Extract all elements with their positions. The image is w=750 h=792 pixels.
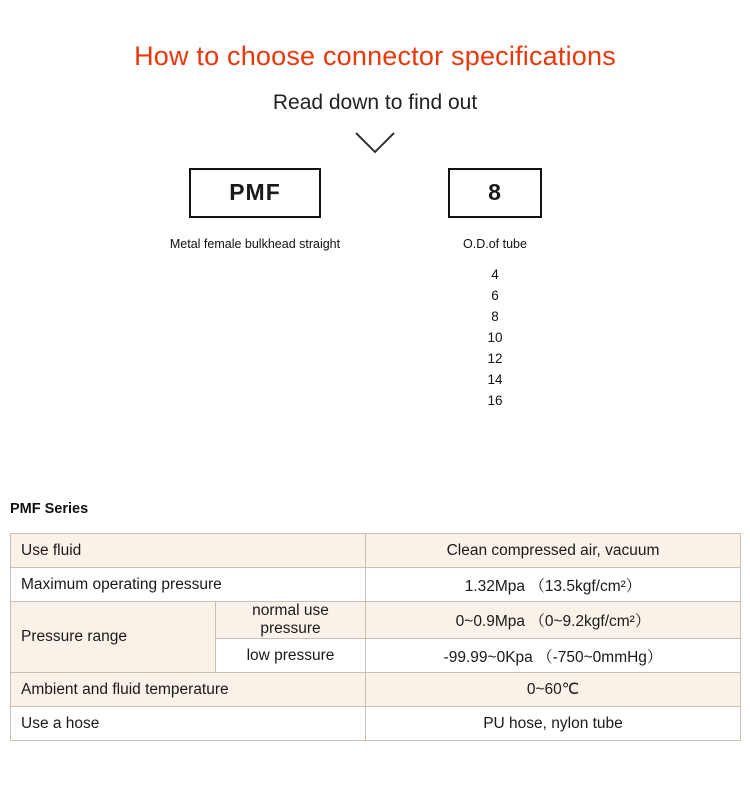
spec-label: Maximum operating pressure	[11, 568, 366, 602]
list-item[interactable]: 4	[491, 266, 499, 282]
spec-value: 0~60℃	[366, 673, 741, 707]
tube-size-box[interactable]: 8	[448, 168, 542, 218]
spec-sub-label: normal use pressure	[216, 602, 366, 639]
spec-label: Ambient and fluid temperature	[11, 673, 366, 707]
spec-label: Use fluid	[11, 534, 366, 568]
specification-table	[10, 533, 741, 741]
table-row	[11, 673, 741, 707]
spec-label: Pressure range	[11, 602, 216, 673]
chevron-down-icon	[353, 130, 397, 156]
tube-size-caption: O.D.of tube	[463, 236, 527, 251]
spec-value: 0~0.9Mpa （0~9.2kgf/cm²）	[366, 602, 741, 639]
list-item[interactable]: 8	[491, 308, 499, 324]
tube-size-column	[425, 168, 565, 411]
table-row	[11, 568, 741, 602]
page-title: How to choose connector specifications	[134, 41, 616, 71]
list-item[interactable]: 10	[487, 329, 503, 345]
list-item[interactable]: 12	[487, 350, 503, 366]
tube-size-options	[425, 264, 565, 411]
series-code-caption: Metal female bulkhead straight	[169, 236, 341, 251]
spec-series-label: PMF Series	[10, 501, 89, 517]
code-selector	[0, 168, 750, 408]
series-code-column	[155, 168, 355, 252]
spec-value: PU hose, nylon tube	[366, 707, 741, 741]
page-subtitle: Read down to find out	[272, 90, 478, 114]
spec-value: Clean compressed air, vacuum	[366, 534, 741, 568]
spec-sub-label: low pressure	[216, 639, 366, 673]
list-item[interactable]: 16	[487, 392, 503, 408]
table-row	[11, 534, 741, 568]
table-row	[11, 602, 741, 639]
list-item[interactable]: 14	[487, 371, 503, 387]
specification-page	[0, 42, 750, 792]
table-row	[11, 707, 741, 741]
chevron-container	[0, 130, 750, 156]
spec-value: -99.99~0Kpa （-750~0mmHg）	[366, 639, 741, 673]
spec-value: 1.32Mpa （13.5kgf/cm²）	[366, 568, 741, 602]
list-item[interactable]: 6	[491, 287, 499, 303]
spec-label: Use a hose	[11, 707, 366, 741]
series-code-box[interactable]: PMF	[189, 168, 321, 218]
